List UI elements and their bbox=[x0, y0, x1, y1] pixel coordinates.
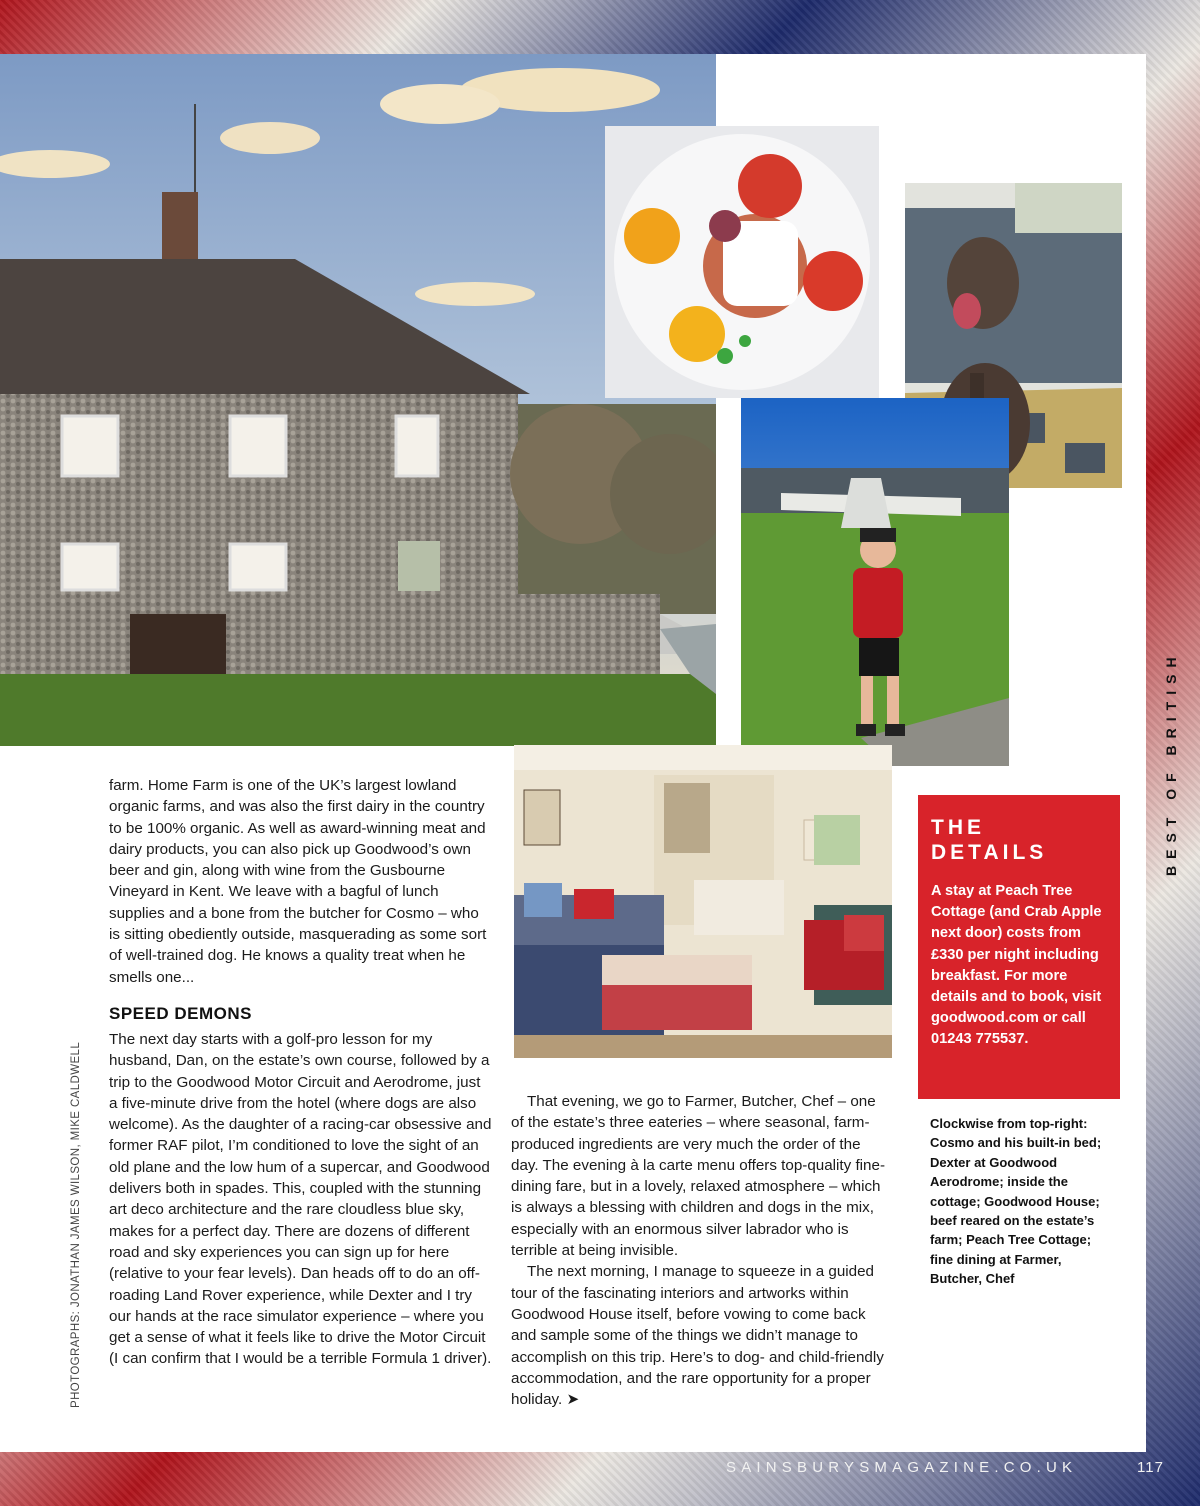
details-box bbox=[918, 795, 1120, 1099]
article-paragraph: The next morning, I manage to squeeze in a guided tour of the fascinating interiors and artworks within Goodwood House itself, before vowing to come back and sample some of the things we didn’t manage to accomplish on this trip. Here’s to dog- and child-friendly accommodation, and the rare opportunity for a proper holiday. ➤ bbox=[511, 1263, 884, 1409]
details-title: THE DETAILS bbox=[931, 816, 1048, 864]
photo-caption: Clockwise from top-right: Cosmo and his built-in bed; Dexter at Goodwood Aerodrome; inside the cottage; Goodwood House; beef reared on the estate’s farm; Peach Tree Cottage; fine dining at Farmer, Butcher, Chef bbox=[930, 1116, 1102, 1287]
details-body: A stay at Peach Tree Cottage (and Crab Apple next door) costs from £330 per night including breakfast. For more details and to book, visit goodwood.com or call 01243 775537. bbox=[931, 883, 1102, 1048]
article-paragraph: That evening, we go to Farmer, Butcher, Chef – one of the estate’s three eateries – where seasonal, farm-produced ingredients are very much the order of the day. The evening à la carte menu offers top-quality fine-dining fare, but in a lovely, relaxed atmosphere – which is always a blessing with children and dogs in the mix, especially with an enormous silver labrador who is terrible at being invisible. bbox=[511, 1093, 885, 1260]
article-column-1-continued bbox=[109, 1029, 492, 1370]
article-paragraph: farm. Home Farm is one of the UK’s largest lowland organic farms, and was also the first dairy in the country to be 100% organic. As well as award-winning meat and dairy products, you can also pick up Goodwood’s own beer and gin, along with wine from the Gusbourne Vineyard in Kent. We leave with a bagful of lunch supplies and a bone from the butcher for Cosmo – who is sitting obediently outside, masquerading as some sort of well-trained dog. He knows a quality treat when he smells one... bbox=[109, 777, 487, 986]
interior-photo bbox=[514, 745, 892, 1058]
article-column-2 bbox=[511, 1091, 887, 1410]
article-paragraph: The next day starts with a golf-pro lesson for my husband, Dan, on the estate’s own course, followed by a trip to the Goodwood Motor Circuit and Aerodrome, just a five-minute drive from the hotel (where dogs are also welcome). As the daughter of a racing-car obsessive and former RAF pilot, I’m conditioned to love the sight of an old plane and the low hum of a supercar, and Goodwood delivers both in spades. This, coupled with the stunning art deco architecture and the rare cloudless blue sky, makes for a perfect day. There are dozens of different road and sky experiences you can sign up for here (relative to your fear levels). Dan heads off to do an off-roading Land Rover experience, while Dexter and I try our hands at the race simulator experience – where you get a sense of what it feels like to drive the Motor Circuit (I can confirm that I would be a terrible Formula 1 driver). bbox=[109, 1031, 492, 1368]
footer-website: SAINSBURYSMAGAZINE.CO.UK bbox=[726, 1459, 1078, 1476]
page-number: 117 bbox=[1137, 1459, 1164, 1476]
dish-photo bbox=[605, 126, 879, 398]
subhead-speed-demons: SPEED DEMONS bbox=[109, 1004, 252, 1023]
article-column-1 bbox=[109, 775, 492, 988]
aerodrome-photo bbox=[741, 398, 1009, 766]
